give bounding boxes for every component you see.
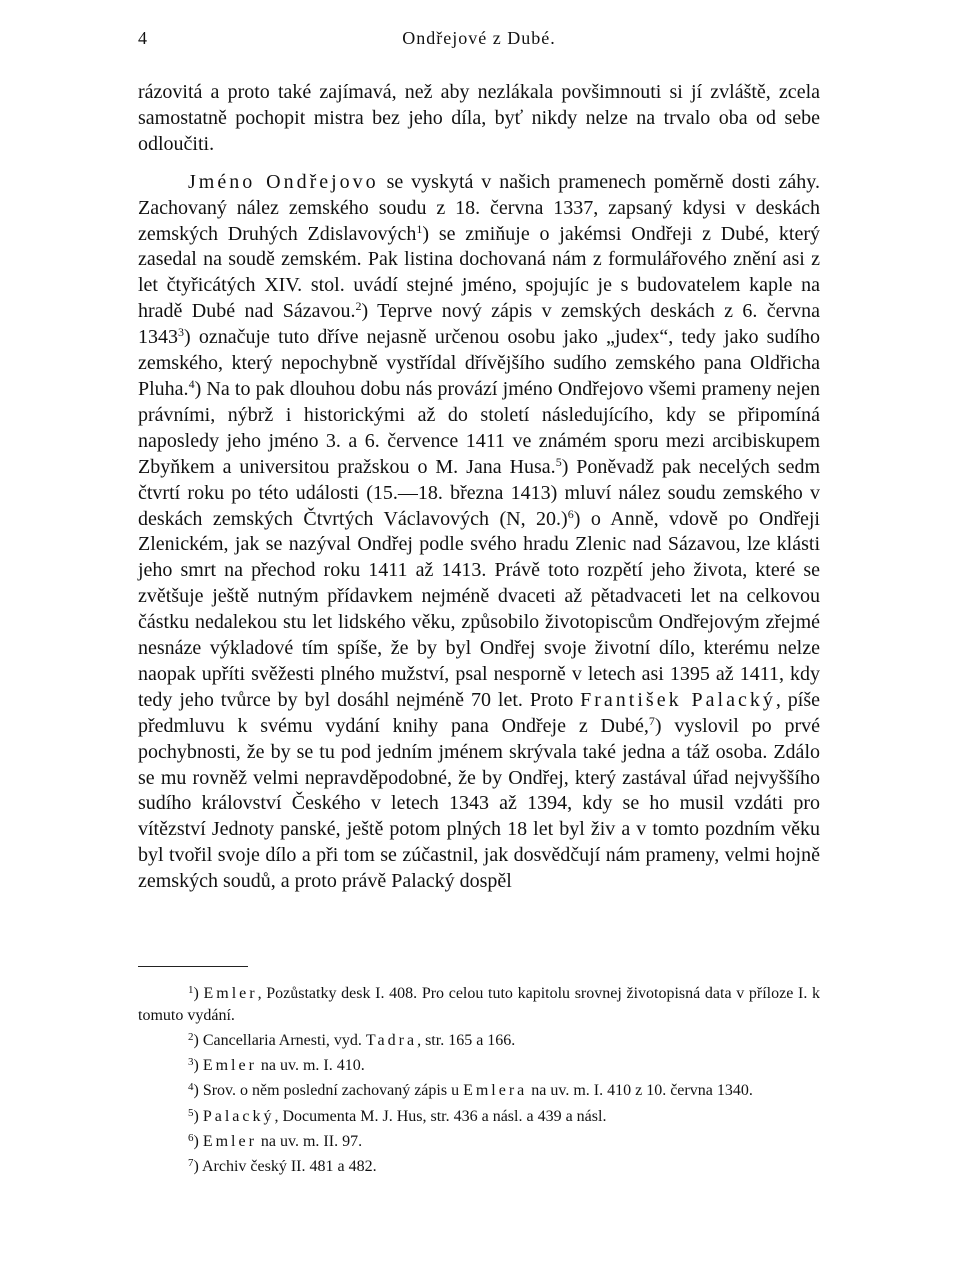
footnote-mark: 3 <box>188 1056 194 1069</box>
text-run: ) vyslovil po prvé pochybnosti, že by se tu pod jedním jménem skrývala také jedna a táž osoba. Zdálo se mu rovněž velmi nepravděpodobné, že by Ondřej, který zastával úřad nejvyššího sudího království Českého v letech 1343 až 1394, kdy se ho musil vzdáti pro vítězství Jednoty panské, ještě potom plných 18 let byl živ a v tomto pozdním věku byl tvořil svoje dílo a při tom se zúčastnil, jak dosvědčují nám prameny, velmi hojně zemských soudů, a proto právě Palacký dospěl <box>138 714 820 893</box>
footnote-ref-7[interactable]: 7 <box>648 713 655 728</box>
footnote-4: $^4$) Srov. o něm poslední zachovaný zápis u Emlera na uv. m. I. 410 z 10. června 1340. <box>188 1081 753 1100</box>
text-run: , píše předmluvu k svému vydání knihy pana Ondřeje z Dubé, <box>138 688 821 737</box>
footnote-7: $^7$) Archiv český II. 481 a 482. <box>188 1157 377 1176</box>
footnote-mark: 6 <box>188 1131 194 1144</box>
author-name: Tadra <box>365 1031 418 1049</box>
footnote-text: Archiv český II. 481 a 482. <box>201 1158 377 1176</box>
text-run: ) Na to pak dlouhou dobu nás provází jméno Ondřejovo všemi prameny nejen právními, nýbrž i historickými až do století následujícího, kdy se připomíná naposledy jeho jméno 3. a 6. července 1411 ve známém sporu mezi arcibiskupem Zbyňkem a universitou pražskou o M. Jana Husa. <box>138 377 820 478</box>
footnote-ref-2[interactable]: 2 <box>355 299 362 314</box>
page-number: 4 <box>138 28 147 48</box>
footnote-3: $^3$) Emler na uv. m. I. 410. <box>188 1056 365 1075</box>
footnote-ref-4[interactable]: 4 <box>188 376 195 391</box>
footnote-1: $^1$) Emler, Pozůstatky desk I. 408. Pro celou tuto kapitolu srovnej životopisná data v příloze I. k tomuto vydání. <box>138 984 821 1024</box>
spaced-name-palacky: František Palacký <box>580 688 776 711</box>
text-run: ) označuje tuto dříve nejasně určenou osobu jako „judex“, tedy jako sudího zemského, který nepochybně vystřídal dřívějšího sudího zemského pana Oldřicha Pluha. <box>138 326 820 400</box>
text-run: se vyskytá v našich pramenech poměrně dosti záhy. Zachovaný nález zemského soudu z 18. června 1337, zapsaný kdysi v deskách zemských Druhých Zdislavových <box>138 170 820 245</box>
footnote-mark: 5 <box>188 1106 194 1119</box>
footnote-6: $^6$) Emler na uv. m. II. 97. <box>188 1131 363 1150</box>
paragraph-2 <box>138 170 820 895</box>
author-name: Emlera <box>463 1082 528 1100</box>
text-run: ) se zmiňuje o jakémsi Ondřeji z Dubé, který zasedal na soudě zemském. Pak listina dochovaná nám z formulářového znění asi z let čtyřicátých XIV. stol. uvádí stejné jméno, spojujíc je s budovatelem kaple na hradě Dubé nad Sázavou. <box>138 222 820 323</box>
footnote-text: na uv. m. I. 410 z 10. června 1340. <box>527 1082 753 1100</box>
footnote-ref-1[interactable]: 1 <box>416 221 423 236</box>
footnote-ref-3[interactable]: 3 <box>178 325 184 340</box>
author-name: Emler <box>202 1057 257 1075</box>
footnote-mark: 7 <box>188 1157 194 1170</box>
author-name: Palacký <box>202 1107 275 1125</box>
text-run: ) Teprve nový zápis v zemských deskách z 6. června 1343 <box>138 300 820 349</box>
paragraph-1: rázovitá a proto také zajímavá, než aby nezlákala povšimnouti si jí zvláště, zcela samostatně pochopit mistra bez jeho díla, byť nikdy nelze na trvalo oba od sebe odloučiti. <box>138 81 820 155</box>
spaced-name-ondrejovo: Jméno Ondřejovo <box>188 170 379 193</box>
footnote-mark: 4 <box>188 1081 194 1094</box>
footnote-separator <box>138 966 248 967</box>
footnote-text: , str. 165 a 166. <box>417 1031 516 1049</box>
footnote-2: $^2$) Cancellaria Arnesti, vyd. Tadra, str. 165 a 166. <box>188 1030 516 1049</box>
text-run: ) o Anně, vdově po Ondřeji Zlenickém, jak se nazýval Ondřej podle svého hradu Zlenic nad Sázavou, lze klásti jeho smrt na přechod roku 1411 až 1413. Právě toto rozpětí jeho života, které se zvětšuje ještě nutným přídavkem nejméně dvaceti až pětadvaceti let na celkovou částku nedalekou stu let lidského věku, způsobilo životopiscům Ondřejovým zřejmé nesnáze výkladové tím spíše, že by byl Ondřej svoje životní dílo, kterému nelze naopak upříti svěžesti plného mužství, psal nesporně v letech asi 1395 až 1411, kdy tedy jeho tvůrce by byl dosáhl nejméně 70 let. Proto <box>138 507 820 711</box>
footnotes <box>138 983 820 1182</box>
footnote-text: , Pozůstatky desk I. 408. Pro celou tuto kapitolu srovnej životopisná data v příloze I. k tomuto vydání. <box>138 985 821 1024</box>
author-name: Emler <box>202 1132 257 1150</box>
footnote-mark: 2 <box>188 1030 194 1043</box>
footnote-text: , Documenta M. J. Hus, str. 436 a násl. a 439 a násl. <box>274 1107 607 1125</box>
running-title: Ondřejové z Dubé. <box>402 28 556 48</box>
footnote-text: Srov. o něm poslední zachovaný zápis u <box>202 1082 464 1100</box>
body-text <box>138 80 820 895</box>
page-header <box>138 28 820 58</box>
footnote-mark: 1 <box>188 984 194 996</box>
author-name: Emler <box>203 985 258 1002</box>
footnote-ref-5[interactable]: 5 <box>555 454 562 469</box>
footnote-ref-6[interactable]: 6 <box>567 506 574 521</box>
footnote-text: na uv. m. I. 410. <box>256 1057 365 1075</box>
footnote-5: $^5$) Palacký, Documenta M. J. Hus, str. 436 a násl. a 439 a násl. <box>188 1106 607 1125</box>
footnote-text: Cancellaria Arnesti, vyd. <box>202 1031 366 1049</box>
text-run: ) Poněvadž pak necelých sedm čtvrtí roku po této události (15.—18. března 1413) mluví nález soudu zemského v deskách zemských Čtvrtých Václavových (N, 20.) <box>138 455 820 530</box>
footnote-text: na uv. m. II. 97. <box>256 1132 363 1150</box>
